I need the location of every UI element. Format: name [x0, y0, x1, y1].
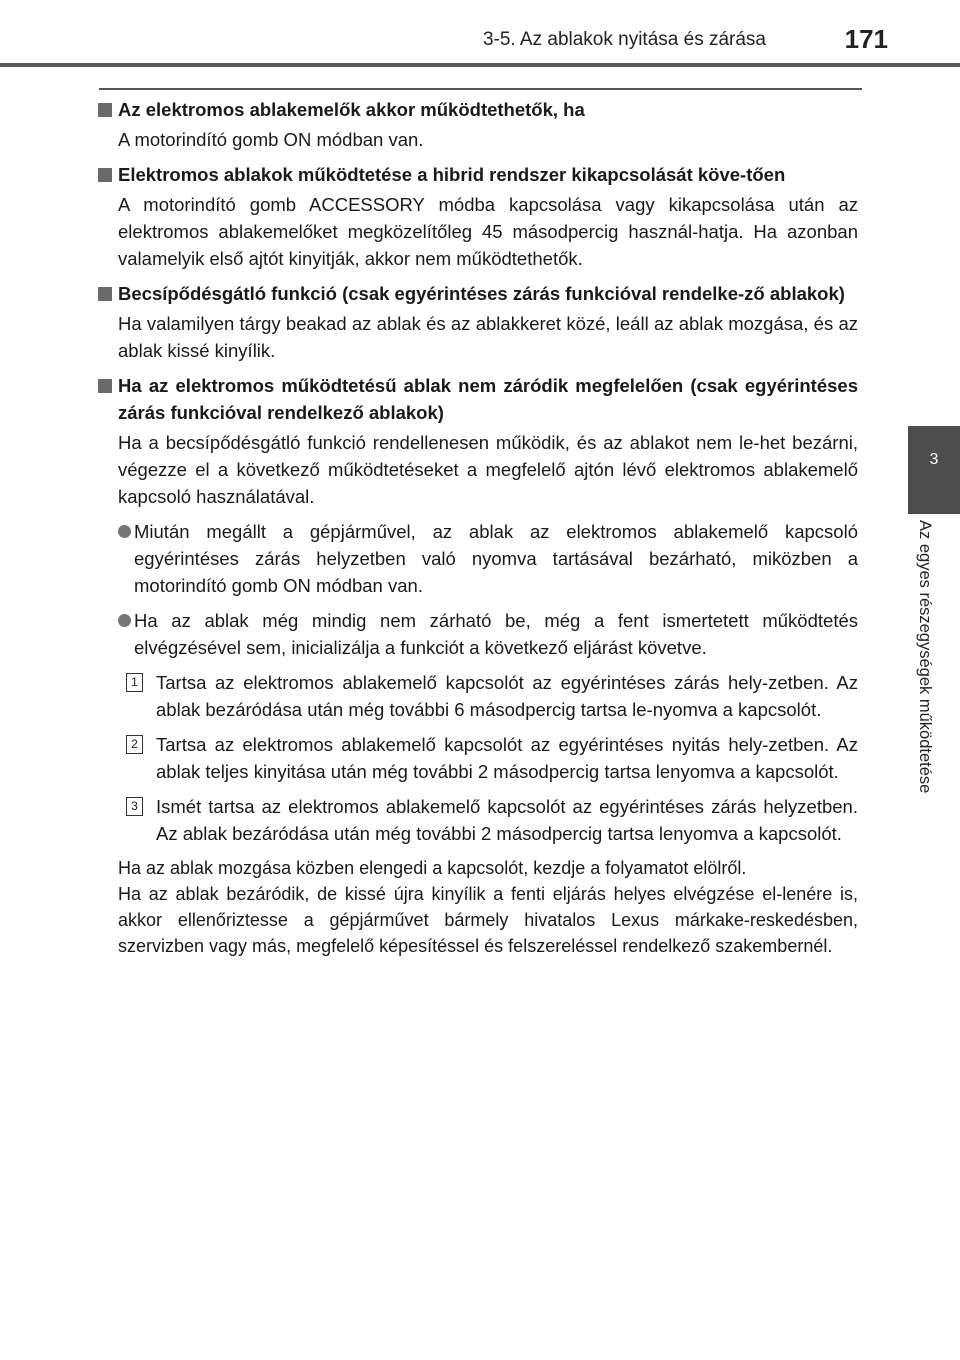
section-body: Ha valamilyen tárgy beakad az ablak és az ablakkeret közé, leáll az ablak mozgása, és az ablak kissé kinyílik. [118, 313, 858, 361]
chapter-title: Az egyes részegységek működtetése [916, 520, 934, 794]
section-heading-text: Becsípődésgátló funkció (csak egyérintéses zárás funkcióval rendelke-ző ablakok) [118, 283, 845, 304]
page-number: 171 [844, 24, 888, 54]
list-item-text: Ha az ablak még mindig nem zárható be, még a fent ismertetett működtetés elvégzésével sem, inicializálja a funkciót a következő eljárást követve. [134, 610, 858, 658]
round-bullet-icon [118, 614, 131, 627]
list-item [118, 607, 858, 661]
square-bullet-icon [98, 103, 112, 117]
section-heading [98, 280, 858, 307]
list-item-text: Miután megállt a gépjárművel, az ablak az elektromos ablakemelő kapcsoló egyérintéses zárás helyzetben való nyomva tartásával bezárható, miközben a motorindító gomb ON módban van. [134, 521, 858, 596]
section-heading-text: Ha az elektromos működtetésű ablak nem záródik megfelelően (csak egyérintéses zárás funkcióval rendelkező ablakok) [118, 375, 858, 423]
step-text: Ismét tartsa az elektromos ablakemelő kapcsolót az egyérintéses zárás helyzetben. Az ablak bezáródása után még további 2 másodpercig tartsa lenyomva a kapcsolót. [156, 796, 858, 844]
square-bullet-icon [98, 287, 112, 301]
section-body: Ha a becsípődésgátló funkció rendellenesen működik, és az ablakot nem le-het bezárni, végezze el a következő működtetéseket a megfelelő ajtón lévő elektromos ablakemelő kapcsoló használatával. [118, 432, 858, 507]
section-heading [98, 161, 858, 188]
note-paragraph: Ha az ablak bezáródik, de kissé újra kinyílik a fenti eljárás helyes elvégzése el-lenére is, akkor ellenőriztesse a gépjárművet bármely hivatalos Lexus márkake-reskedésben, szervizben vagy más, megfelelő képesítéssel és felszereléssel rendelkező szakembernél. [118, 884, 858, 956]
chapter-tab[interactable] [908, 426, 960, 514]
square-bullet-icon [98, 168, 112, 182]
square-bullet-icon [98, 379, 112, 393]
step-number-badge: 1 [126, 673, 143, 692]
note-paragraph: Ha az ablak mozgása közben elengedi a kapcsolót, kezdje a folyamatot elölről. [118, 858, 747, 878]
section-heading-text: Az elektromos ablakemelők akkor működtethetők, ha [118, 99, 585, 120]
step-text: Tartsa az elektromos ablakemelő kapcsolót az egyérintéses nyitás hely-zetben. Az ablak teljes kinyitása után még további 2 másodpercig tartsa lenyomva a kapcsolót. [156, 734, 858, 782]
section-heading-text: Elektromos ablakok működtetése a hibrid rendszer kikapcsolását köve-tően [118, 164, 786, 185]
section-heading [98, 96, 858, 123]
procedure-step [131, 669, 858, 723]
list-item [118, 518, 858, 599]
content-rule [99, 88, 862, 90]
header-rule [0, 63, 960, 67]
section-title: 3-5. Az ablakok nyitása és zárása [482, 29, 766, 50]
procedure-step [131, 731, 858, 785]
step-number-badge: 3 [126, 797, 143, 816]
round-bullet-icon [118, 525, 131, 538]
step-number-badge: 2 [126, 735, 143, 754]
step-text: Tartsa az elektromos ablakemelő kapcsolót az egyérintéses zárás hely-zetben. Az ablak bezáródása után még további 6 másodpercig tartsa le-nyomva a kapcsolót. [156, 672, 858, 720]
section-heading [98, 372, 858, 426]
procedure-step [131, 793, 858, 847]
section-body: A motorindító gomb ON módban van. [118, 129, 424, 150]
page-content [98, 96, 858, 959]
chapter-number: 3 [929, 451, 939, 468]
section-body: A motorindító gomb ACCESSORY módba kapcsolása vagy kikapcsolása után az elektromos ablakemelőket megközelítőleg 45 másodpercig használ-hatja. Ha azonban valamelyik első ajtót kinyitják, akkor nem működtethetők. [118, 194, 858, 269]
